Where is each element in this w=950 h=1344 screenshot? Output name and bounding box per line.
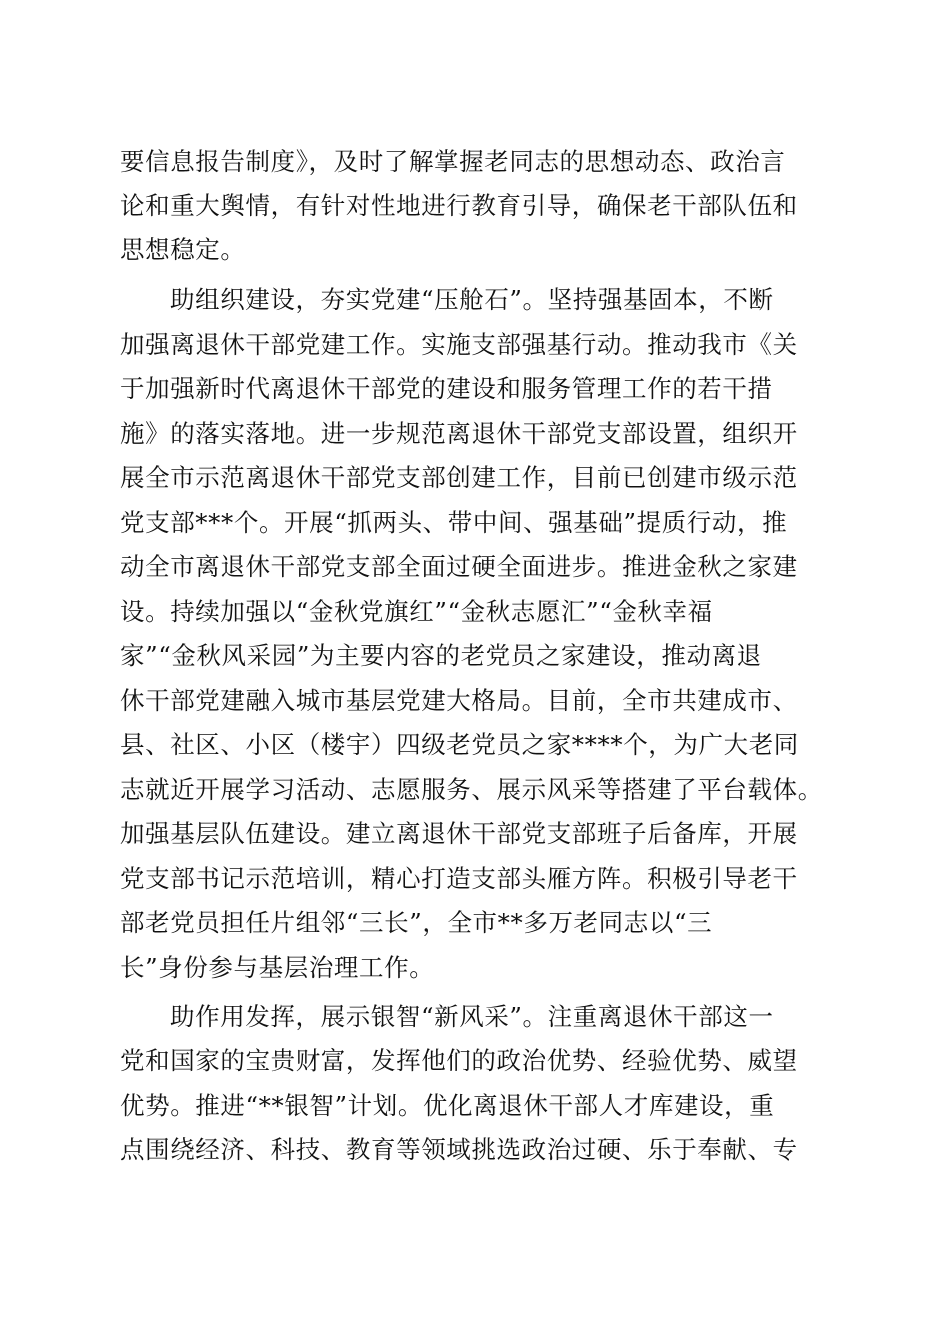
text-line: 家”“金秋风采园”为主要内容的老党员之家建设，推动离退: [120, 641, 762, 670]
text-line: 党支部书记示范培训，精心打造支部头雁方阵。积极引导老干: [120, 864, 798, 893]
text-line: 长”身份参与基层治理工作。: [120, 953, 435, 982]
text-line: 优势。推进“**银智”计划。优化离退休干部人才库建设，重: [120, 1091, 775, 1120]
text-line: 党和国家的宝贵财富，发挥他们的政治优势、经验优势、威望: [120, 1046, 798, 1075]
text-line: 县、社区、小区（楼宇）四级老党员之家****个，为广大老同: [120, 730, 799, 759]
text-line: 施》的落实落地。进一步规范离退休干部党支部设置，组织开: [120, 419, 798, 448]
text-line: 动全市离退休干部党支部全面过硬全面进步。推进金秋之家建: [120, 552, 798, 581]
text-line: 设。持续加强以“金秋党旗红”“金秋志愿汇”“金秋幸福: [120, 597, 713, 626]
text-line: 展全市示范离退休干部党支部创建工作，目前已创建市级示范: [120, 463, 798, 492]
text-line: 加强离退休干部党建工作。实施支部强基行动。推动我市《关: [120, 330, 798, 359]
text-line: 要信息报告制度》，及时了解掌握老同志的思想动态、政治言: [120, 147, 786, 176]
text-line: 党支部***个。开展“抓两头、带中间、强基础”提质行动，推: [120, 508, 788, 537]
text-line: 部老党员担任片组邻“三长”，全市**多万老同志以“三: [120, 908, 713, 937]
text-line: 加强基层队伍建设。建立离退休干部党支部班子后备库，开展: [120, 819, 798, 848]
text-line: 志就近开展学习活动、志愿服务、展示风采等搭建了平台载体。: [120, 775, 823, 804]
text-line: 思想稳定。: [120, 235, 246, 264]
text-line: 论和重大舆情，有针对性地进行教育引导，确保老干部队伍和: [120, 191, 798, 220]
paragraph-start-line: 助作用发挥，展示银智“新风采”。注重离退休干部这一: [170, 1002, 774, 1031]
text-line: 点围绕经济、科技、教育等领域挑选政治过硬、乐于奉献、专: [120, 1135, 798, 1164]
paragraph-start-line: 助组织建设，夯实党建“压舱石”。坚持强基固本，不断: [170, 285, 774, 314]
text-line: 休干部党建融入城市基层党建大格局。目前，全市共建成市、: [120, 686, 798, 715]
text-line: 于加强新时代离退休干部党的建设和服务管理工作的若干措: [120, 374, 773, 403]
